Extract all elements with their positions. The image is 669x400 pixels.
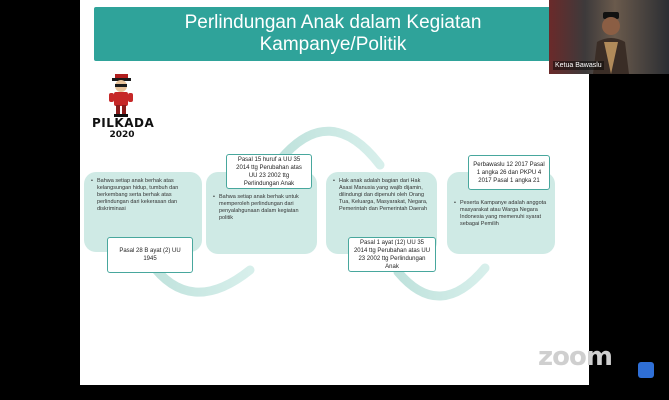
- pilkada-year: 2020: [109, 130, 135, 140]
- participant-name: Ketua Bawaslu: [555, 62, 602, 69]
- step-2-label: Pasal 15 huruf a UU 35 2014 ttg Perubahan atas UU 23 2002 ttg Perlindungan Anak: [226, 154, 312, 189]
- step-1-bullet: • Bahwa setiap anak berhak atas kelangsungan hidup, tumbuh dan berkembang serta berhak atas perlindungan dari kekerasan dan diskriminasi: [91, 178, 195, 213]
- step-3-bullet: • Hak anak adalah bagian dari Hak Asasi Manusia yang wajib dijamin, dilindungi dan dipenuhi oleh Orang Tua, Keluarga, Masyarakat, Negara, Pemerintah dan Pemerintah Daerah: [333, 178, 430, 213]
- slide-title: Perlindungan Anak dalam Kegiatan Kampanye/Politik: [184, 12, 482, 55]
- step-4-bullet: • Peserta Kampanye adalah anggota masyarakat atau Warga Negara Indonesia yang memenuhi syarat sebagai Pemilih: [454, 200, 548, 228]
- zoom-watermark: zoom: [538, 342, 612, 372]
- step-1-label: Pasal 28 B ayat (2) UU 1945: [107, 237, 193, 273]
- presentation-slide: [80, 0, 589, 385]
- participant-video-tile[interactable]: [549, 0, 669, 74]
- step-3-label: Pasal 1 ayat (12) UU 35 2014 ttg Perubahan atas UU 23 2002 ttg Perlindungan Anak: [348, 237, 436, 272]
- pilkada-name: PILKADA: [92, 116, 155, 130]
- arc-arrow-3: [398, 268, 485, 296]
- zoom-badge-icon: [638, 362, 654, 378]
- step-2-bullet: • Bahwa setiap anak berhak untuk memperoleh perlindungan dari penyalahgunaan dalam kegiatan politik: [213, 194, 310, 222]
- step-4-label: Perbawaslu 12 2017 Pasal 1 angka 26 dan PKPU 4 2017 Pasal 1 angka 21: [468, 155, 550, 190]
